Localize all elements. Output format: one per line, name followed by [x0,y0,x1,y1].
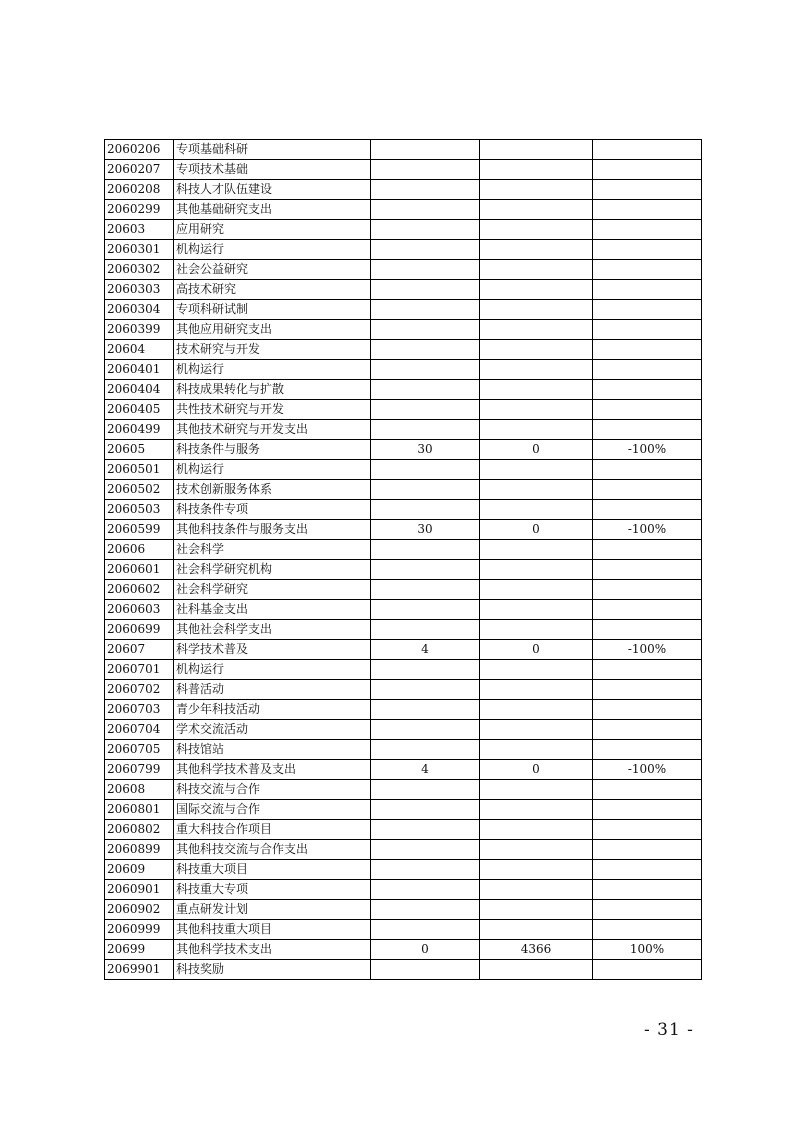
row-value-1-cell [371,580,480,600]
table-row [105,440,702,460]
table-row [105,140,702,160]
table-row [105,360,702,380]
row-value-2-cell [480,800,593,820]
row-value-1-cell [371,720,480,740]
row-name-cell: 专项基础科研 [174,140,371,160]
row-value-2-cell [480,420,593,440]
row-code-cell: 2060901 [105,880,174,900]
table-row [105,280,702,300]
table-row [105,900,702,920]
table-row [105,700,702,720]
row-name-cell: 其他科技条件与服务支出 [174,520,371,540]
row-code-cell: 20607 [105,640,174,660]
row-name-cell: 技术创新服务体系 [174,480,371,500]
row-value-1-cell [371,860,480,880]
row-value-2-cell: 4366 [480,940,593,960]
row-value-1-cell [371,200,480,220]
row-value-1-cell [371,540,480,560]
table-row [105,740,702,760]
row-value-1-cell [371,680,480,700]
table-row [105,520,702,540]
row-code-cell: 2060602 [105,580,174,600]
row-code-cell: 2060802 [105,820,174,840]
row-value-1-cell [371,460,480,480]
table-row [105,680,702,700]
row-code-cell: 2069901 [105,960,174,980]
row-name-cell: 其他科学技术支出 [174,940,371,960]
row-name-cell: 机构运行 [174,360,371,380]
row-code-cell: 2060799 [105,760,174,780]
page-number: - 31 - [644,1020,694,1040]
row-value-2-cell: 0 [480,760,593,780]
row-value-2-cell [480,900,593,920]
table-row [105,240,702,260]
table-row [105,760,702,780]
row-value-2-cell [480,300,593,320]
row-percent-cell [593,140,702,160]
row-name-cell: 科技条件与服务 [174,440,371,460]
table-row [105,320,702,340]
row-value-2-cell [480,160,593,180]
table-row [105,500,702,520]
row-name-cell: 社会公益研究 [174,260,371,280]
row-name-cell: 应用研究 [174,220,371,240]
row-percent-cell [593,180,702,200]
table-row [105,480,702,500]
row-code-cell: 2060699 [105,620,174,640]
row-name-cell: 其他社会科学支出 [174,620,371,640]
table-row [105,640,702,660]
row-name-cell: 重点研发计划 [174,900,371,920]
row-value-1-cell [371,900,480,920]
row-name-cell: 科技成果转化与扩散 [174,380,371,400]
row-value-1-cell [371,300,480,320]
row-name-cell: 其他技术研究与开发支出 [174,420,371,440]
row-code-cell: 2060503 [105,500,174,520]
row-percent-cell [593,160,702,180]
row-percent-cell: -100% [593,520,702,540]
row-code-cell: 2060999 [105,920,174,940]
table-row [105,780,702,800]
row-value-1-cell [371,400,480,420]
row-value-2-cell [480,460,593,480]
row-percent-cell [593,240,702,260]
row-value-2-cell [480,240,593,260]
table-row [105,540,702,560]
row-code-cell: 2060702 [105,680,174,700]
row-percent-cell [593,380,702,400]
table-row [105,800,702,820]
table-row [105,960,702,980]
row-value-2-cell [480,840,593,860]
row-code-cell: 2060401 [105,360,174,380]
row-code-cell: 2060502 [105,480,174,500]
row-value-1-cell [371,320,480,340]
table-row [105,380,702,400]
row-name-cell: 其他应用研究支出 [174,320,371,340]
row-value-1-cell [371,600,480,620]
row-value-1-cell [371,180,480,200]
row-percent-cell [593,540,702,560]
table-row [105,460,702,480]
row-value-2-cell [480,400,593,420]
row-percent-cell: -100% [593,640,702,660]
row-percent-cell [593,560,702,580]
row-name-cell: 机构运行 [174,660,371,680]
row-percent-cell [593,320,702,340]
row-value-2-cell: 0 [480,440,593,460]
row-name-cell: 社会科学 [174,540,371,560]
row-code-cell: 20606 [105,540,174,560]
row-name-cell: 其他基础研究支出 [174,200,371,220]
row-value-1-cell [371,800,480,820]
row-value-2-cell [480,960,593,980]
row-percent-cell: 100% [593,940,702,960]
row-value-2-cell [480,140,593,160]
row-percent-cell [593,400,702,420]
row-percent-cell [593,200,702,220]
row-code-cell: 2060499 [105,420,174,440]
row-percent-cell [593,720,702,740]
row-value-1-cell: 30 [371,520,480,540]
row-code-cell: 2060302 [105,260,174,280]
table-body [105,140,702,980]
row-name-cell: 国际交流与合作 [174,800,371,820]
row-value-1-cell [371,220,480,240]
row-value-2-cell [480,580,593,600]
row-name-cell: 科技条件专项 [174,500,371,520]
row-value-1-cell: 4 [371,760,480,780]
row-value-1-cell [371,560,480,580]
row-name-cell: 科普活动 [174,680,371,700]
row-value-1-cell [371,920,480,940]
row-percent-cell [593,360,702,380]
row-name-cell: 科技奖励 [174,960,371,980]
row-value-2-cell: 0 [480,520,593,540]
row-value-1-cell [371,620,480,640]
row-value-2-cell [480,260,593,280]
row-name-cell: 专项技术基础 [174,160,371,180]
table-row [105,880,702,900]
row-value-2-cell [480,500,593,520]
row-value-2-cell [480,360,593,380]
budget-table [104,139,702,980]
table-row [105,260,702,280]
row-code-cell: 2060206 [105,140,174,160]
table-row [105,340,702,360]
row-name-cell: 社科基金支出 [174,600,371,620]
row-value-1-cell: 0 [371,940,480,960]
row-code-cell: 2060207 [105,160,174,180]
row-name-cell: 科技重大项目 [174,860,371,880]
row-percent-cell [593,340,702,360]
row-code-cell: 2060405 [105,400,174,420]
row-value-1-cell: 30 [371,440,480,460]
row-code-cell: 20608 [105,780,174,800]
row-percent-cell [593,800,702,820]
row-name-cell: 其他科技交流与合作支出 [174,840,371,860]
row-code-cell: 20603 [105,220,174,240]
row-value-2-cell [480,380,593,400]
row-code-cell: 2060501 [105,460,174,480]
row-code-cell: 2060701 [105,660,174,680]
row-name-cell: 重大科技合作项目 [174,820,371,840]
row-percent-cell [593,220,702,240]
row-name-cell: 专项科研试制 [174,300,371,320]
row-value-1-cell [371,500,480,520]
table-row [105,940,702,960]
row-value-2-cell [480,340,593,360]
row-value-2-cell [480,180,593,200]
row-percent-cell [593,820,702,840]
row-name-cell: 机构运行 [174,460,371,480]
row-value-2-cell [480,480,593,500]
row-percent-cell: -100% [593,440,702,460]
row-percent-cell [593,900,702,920]
row-value-2-cell [480,920,593,940]
table-row [105,160,702,180]
row-name-cell: 科学技术普及 [174,640,371,660]
table-row [105,820,702,840]
row-percent-cell [593,680,702,700]
row-percent-cell [593,740,702,760]
table-row [105,200,702,220]
table-row [105,860,702,880]
row-name-cell: 学术交流活动 [174,720,371,740]
table-row [105,220,702,240]
row-value-2-cell [480,820,593,840]
row-value-1-cell [371,820,480,840]
row-code-cell: 2060208 [105,180,174,200]
row-value-1-cell [371,140,480,160]
row-value-1-cell [371,340,480,360]
row-percent-cell [593,260,702,280]
row-code-cell: 2060301 [105,240,174,260]
table-row [105,300,702,320]
row-percent-cell [593,500,702,520]
table-row [105,560,702,580]
row-code-cell: 2060304 [105,300,174,320]
row-name-cell: 技术研究与开发 [174,340,371,360]
row-percent-cell [593,780,702,800]
row-value-2-cell [480,200,593,220]
table-row [105,620,702,640]
row-value-2-cell [480,660,593,680]
row-percent-cell [593,660,702,680]
row-percent-cell [593,920,702,940]
row-code-cell: 2060601 [105,560,174,580]
row-value-2-cell [480,700,593,720]
row-value-1-cell [371,160,480,180]
row-name-cell: 其他科技重大项目 [174,920,371,940]
row-percent-cell [593,600,702,620]
row-value-2-cell [480,600,593,620]
row-percent-cell [593,460,702,480]
row-code-cell: 2060299 [105,200,174,220]
row-value-2-cell [480,220,593,240]
row-code-cell: 20605 [105,440,174,460]
row-value-2-cell [480,720,593,740]
row-value-1-cell [371,380,480,400]
row-code-cell: 2060801 [105,800,174,820]
row-value-1-cell [371,840,480,860]
row-value-1-cell [371,740,480,760]
row-code-cell: 2060303 [105,280,174,300]
row-code-cell: 20609 [105,860,174,880]
row-code-cell: 2060902 [105,900,174,920]
row-name-cell: 科技人才队伍建设 [174,180,371,200]
row-value-2-cell [480,860,593,880]
row-code-cell: 20699 [105,940,174,960]
row-name-cell: 科技馆站 [174,740,371,760]
row-value-2-cell [480,680,593,700]
row-name-cell: 科技交流与合作 [174,780,371,800]
table-row [105,660,702,680]
row-code-cell: 2060404 [105,380,174,400]
table-row [105,600,702,620]
table-row [105,400,702,420]
row-value-2-cell [480,740,593,760]
row-name-cell: 其他科学技术普及支出 [174,760,371,780]
row-code-cell: 2060704 [105,720,174,740]
row-value-1-cell [371,660,480,680]
row-value-1-cell [371,480,480,500]
row-name-cell: 机构运行 [174,240,371,260]
row-value-1-cell [371,360,480,380]
row-value-2-cell [480,560,593,580]
row-percent-cell [593,300,702,320]
row-percent-cell [593,280,702,300]
row-code-cell: 2060599 [105,520,174,540]
row-value-1-cell [371,780,480,800]
row-percent-cell [593,420,702,440]
table-row [105,580,702,600]
row-value-1-cell [371,280,480,300]
table-row [105,920,702,940]
row-value-1-cell: 4 [371,640,480,660]
row-code-cell: 2060603 [105,600,174,620]
row-code-cell: 2060703 [105,700,174,720]
table-row [105,180,702,200]
row-percent-cell: -100% [593,760,702,780]
row-value-1-cell [371,960,480,980]
row-percent-cell [593,960,702,980]
row-value-2-cell [480,280,593,300]
row-name-cell: 社会科学研究机构 [174,560,371,580]
row-value-2-cell [480,620,593,640]
row-percent-cell [593,480,702,500]
row-value-2-cell [480,320,593,340]
row-percent-cell [593,620,702,640]
row-code-cell: 2060399 [105,320,174,340]
row-percent-cell [593,880,702,900]
row-value-2-cell [480,540,593,560]
row-value-2-cell [480,880,593,900]
row-percent-cell [593,840,702,860]
row-percent-cell [593,700,702,720]
row-value-1-cell [371,700,480,720]
row-name-cell: 科技重大专项 [174,880,371,900]
row-percent-cell [593,860,702,880]
row-value-1-cell [371,260,480,280]
row-value-2-cell: 0 [480,640,593,660]
table-row [105,840,702,860]
row-value-1-cell [371,240,480,260]
row-name-cell: 社会科学研究 [174,580,371,600]
row-name-cell: 高技术研究 [174,280,371,300]
row-code-cell: 2060899 [105,840,174,860]
row-value-1-cell [371,880,480,900]
row-name-cell: 共性技术研究与开发 [174,400,371,420]
row-code-cell: 20604 [105,340,174,360]
row-name-cell: 青少年科技活动 [174,700,371,720]
row-value-1-cell [371,420,480,440]
row-code-cell: 2060705 [105,740,174,760]
row-percent-cell [593,580,702,600]
table-row [105,720,702,740]
row-value-2-cell [480,780,593,800]
table-row [105,420,702,440]
